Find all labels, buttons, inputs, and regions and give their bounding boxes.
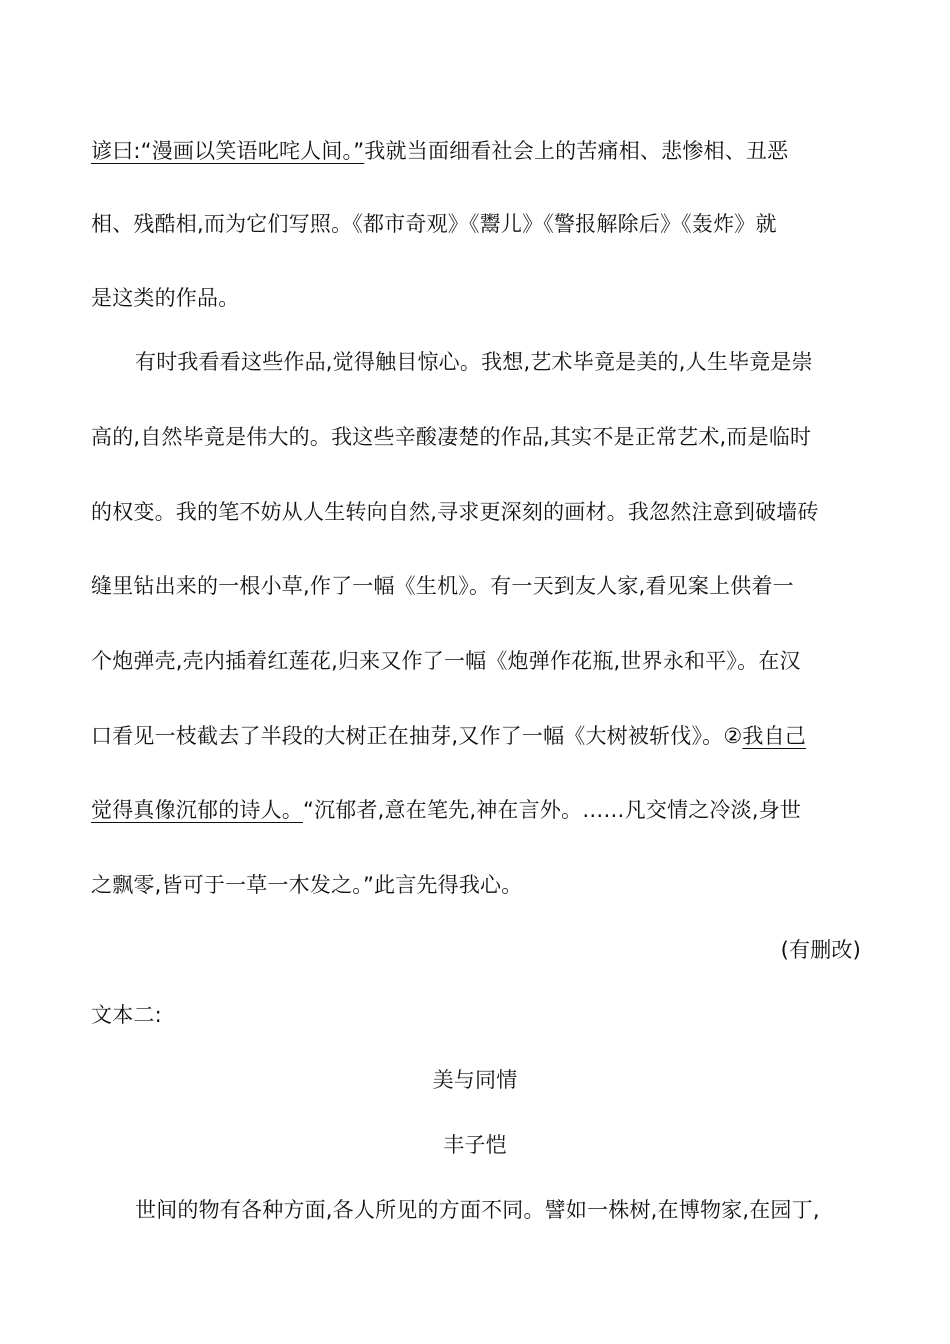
text-line: 个炮弹壳,壳内插着红莲花,归来又作了一幅《炮弹作花瓶,世界永和平》。在汉 [91, 649, 801, 673]
text-line: 的权变。我的笔不妨从人生转向自然,寻求更深刻的画材。我忽然注意到破墙砖 [91, 500, 819, 524]
underlined-sentence: 觉得真像沉郁的诗人。 [91, 798, 303, 822]
text-line: 相、残酷相,而为它们写照。《都市奇观》《鬻儿》《警报解除后》《轰炸》就 [91, 212, 777, 236]
text-span: 口看见一枝截去了半段的大树正在抽芽,又作了一幅《大树被斩伐》。② [91, 724, 743, 748]
paragraph-first-line: 有时我看看这些作品,觉得触目惊心。我想,艺术毕竟是美的,人生毕竟是崇 [135, 350, 813, 374]
text-line: 缝里钻出来的一根小草,作了一幅《生机》。有一天到友人家,看见案上供着一 [91, 574, 794, 598]
text-line: 之飘零,皆可于一草一木发之。”此言先得我心。 [91, 873, 523, 897]
underlined-sentence: 我自己 [742, 724, 807, 748]
text-line [91, 795, 861, 825]
text-line [91, 136, 861, 166]
text-span: 我就当面细看社会上的苦痛相、悲惨相、丑恶 [364, 139, 789, 163]
text-line: 高的,自然毕竟是伟大的。我这些辛酸凄楚的作品,其实不是正常艺术,而是临时 [91, 425, 812, 449]
text-span: “沉郁者,意在笔先,神在言外。……凡交情之冷淡,身世 [303, 798, 802, 822]
text-line: 是这类的作品。 [91, 286, 240, 310]
article-title: 美与同情 [432, 1068, 518, 1092]
underlined-quote: 谚曰:“漫画以笑语叱咤人间。” [91, 139, 365, 163]
article-author: 丰子恺 [443, 1133, 507, 1157]
paragraph-first-line: 世间的物有各种方面,各人所见的方面不同。譬如一株树,在博物家,在园丁, [135, 1198, 820, 1222]
section-heading: 文本二: [91, 1003, 162, 1027]
text-line [91, 721, 861, 751]
edit-note: (有删改) [780, 938, 861, 962]
